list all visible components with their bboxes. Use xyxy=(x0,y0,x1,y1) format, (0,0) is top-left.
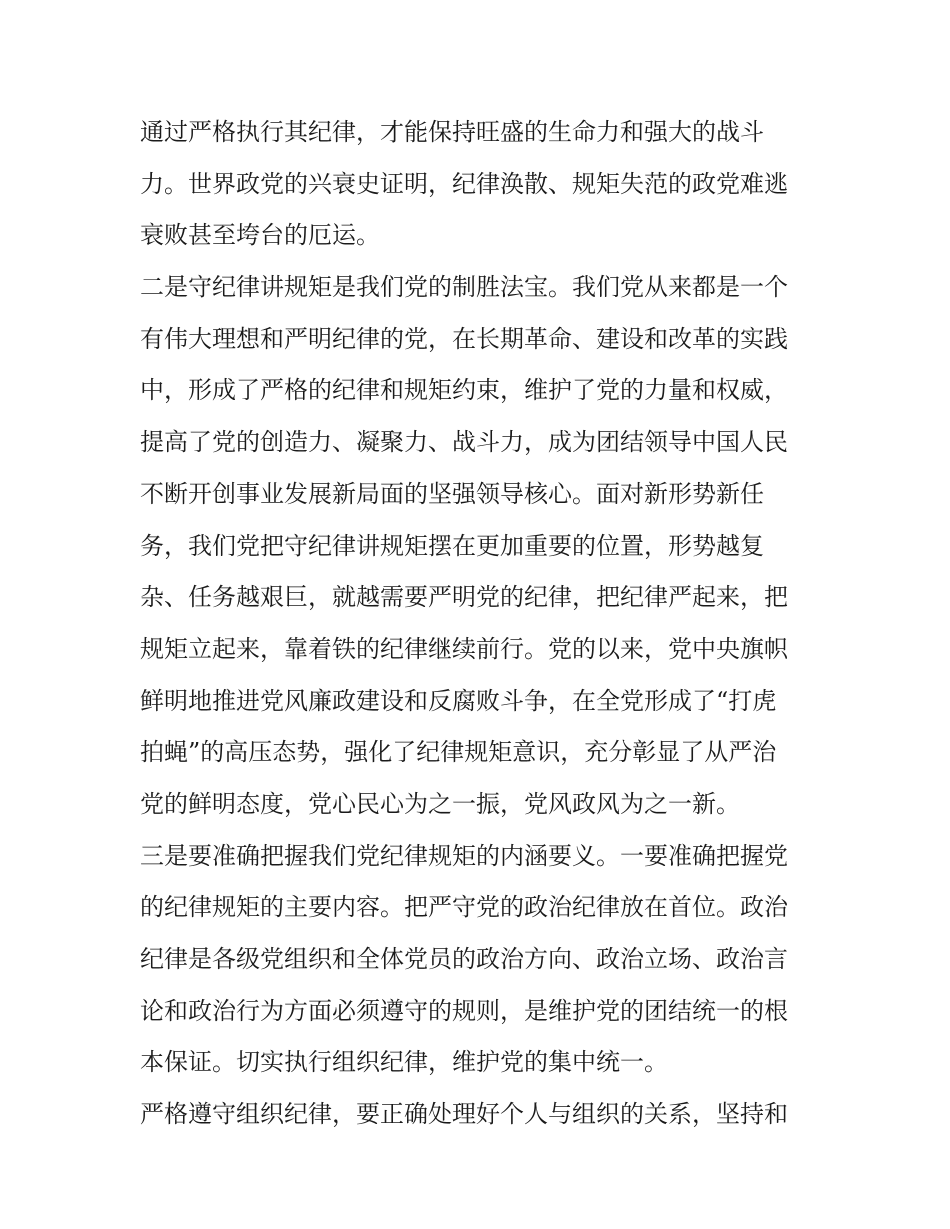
text-line: 论和政治行为方面必须遵守的规则，是维护党的团结统一的根 xyxy=(140,996,788,1025)
text-line: 鲜明地推进党风廉政建设和反腐败斗争，在全党形成了“打虎 xyxy=(140,686,777,715)
text-line: 有伟大理想和严明纪律的党，在长期革命、建设和改革的实践 xyxy=(140,324,788,353)
text-line: 衰败甚至垮台的厄运。 xyxy=(140,221,380,250)
body-text xyxy=(140,107,820,1141)
text-line: 党的鲜明态度，党心民心为之一振，党风政风为之一新。 xyxy=(140,789,740,818)
text-line: 规矩立起来，靠着铁的纪律继续前行。党的以来，党中央旗帜 xyxy=(140,634,788,663)
text-line: 二是守纪律讲规矩是我们党的制胜法宝。我们党从来都是一个 xyxy=(140,273,788,302)
text-line: 三是要准确把握我们党纪律规矩的内涵要义。一要准确把握党 xyxy=(140,841,788,870)
text-line: 纪律是各级党组织和全体党员的政治方向、政治立场、政治言 xyxy=(140,945,788,973)
text-line: 务，我们党把守纪律讲规矩摆在更加重要的位置，形势越复 xyxy=(140,531,764,560)
text-line: 力。世界政党的兴衰史证明，纪律涣散、规矩失范的政党难逃 xyxy=(140,169,788,198)
text-line: 通过严格执行其纪律，才能保持旺盛的生命力和强大的战斗 xyxy=(140,118,764,146)
text-line: 拍蝇”的高压态势，强化了纪律规矩意识，充分彰显了从严治 xyxy=(140,738,777,767)
text-line: 中，形成了严格的纪律和规矩约束，维护了党的力量和权威， xyxy=(140,376,788,405)
text-line: 严格遵守组织纪律，要正确处理好个人与组织的关系，坚持和 xyxy=(140,1100,788,1129)
text-line: 本保证。切实执行组织纪律，维护党的集中统一。 xyxy=(140,1048,668,1077)
text-line: 的纪律规矩的主要内容。把严守党的政治纪律放在首位。政治 xyxy=(140,893,788,922)
text-line: 不断开创事业发展新局面的坚强领导核心。面对新形势新任 xyxy=(140,479,764,508)
text-line: 提高了党的创造力、凝聚力、战斗力，成为团结领导中国人民 xyxy=(140,428,788,457)
text-line: 杂、任务越艰巨，就越需要严明党的纪律，把纪律严起来，把 xyxy=(140,583,788,612)
